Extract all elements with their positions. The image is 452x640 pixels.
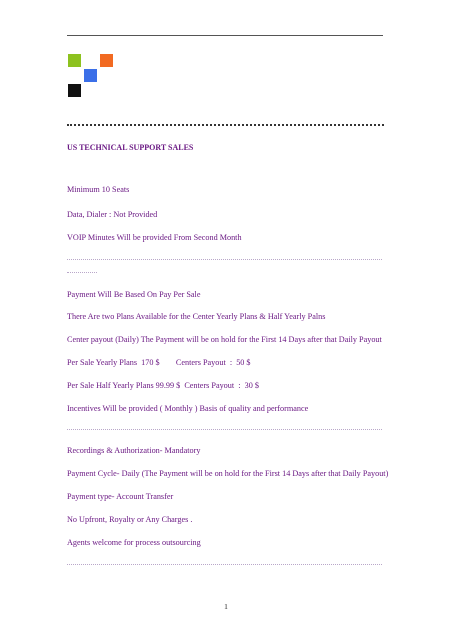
text-line: Center payout (Daily) The Payment will be on hold for the First 14 Days after that Daily Payout — [67, 335, 382, 344]
page-number: 1 — [224, 602, 228, 611]
dotted-separator — [67, 259, 382, 260]
text-line: Minimum 10 Seats — [67, 185, 130, 194]
dotted-separator — [67, 124, 384, 126]
text-line: VOIP Minutes Will be provided From Second Month — [67, 233, 242, 242]
dotted-separator — [67, 272, 97, 273]
company-logo — [67, 54, 115, 100]
text-line: Per Sale Half Yearly Plans 99.99 $ Centers Payout : 30 $ — [67, 381, 259, 390]
header-rule — [67, 35, 383, 36]
logo-black-square — [68, 84, 81, 97]
text-line: Data, Dialer : Not Provided — [67, 210, 158, 219]
logo-orange-square — [100, 54, 113, 67]
text-line: There Are two Plans Available for the Center Yearly Plans & Half Yearly Palns — [67, 312, 326, 321]
dotted-separator — [67, 429, 382, 430]
text-line: Payment type- Account Transfer — [67, 492, 174, 501]
logo-green-square — [68, 54, 81, 67]
text-line: Payment Cycle- Daily (The Payment will be on hold for the First 14 Days after that Daily Payout) — [67, 469, 389, 478]
text-line: Agents welcome for process outsourcing — [67, 538, 201, 547]
text-line: Recordings & Authorization- Mandatory — [67, 446, 201, 455]
dotted-separator — [67, 564, 382, 565]
text-line: Incentives Will be provided ( Monthly ) Basis of quality and performance — [67, 404, 309, 413]
text-line: No Upfront, Royalty or Any Charges . — [67, 515, 193, 524]
logo-blue-square — [84, 69, 97, 82]
document-heading: US TECHNICAL SUPPORT SALES — [67, 143, 194, 152]
text-line: Payment Will Be Based On Pay Per Sale — [67, 290, 201, 299]
text-line: Per Sale Yearly Plans 170 $ Centers Payout : 50 $ — [67, 358, 251, 367]
